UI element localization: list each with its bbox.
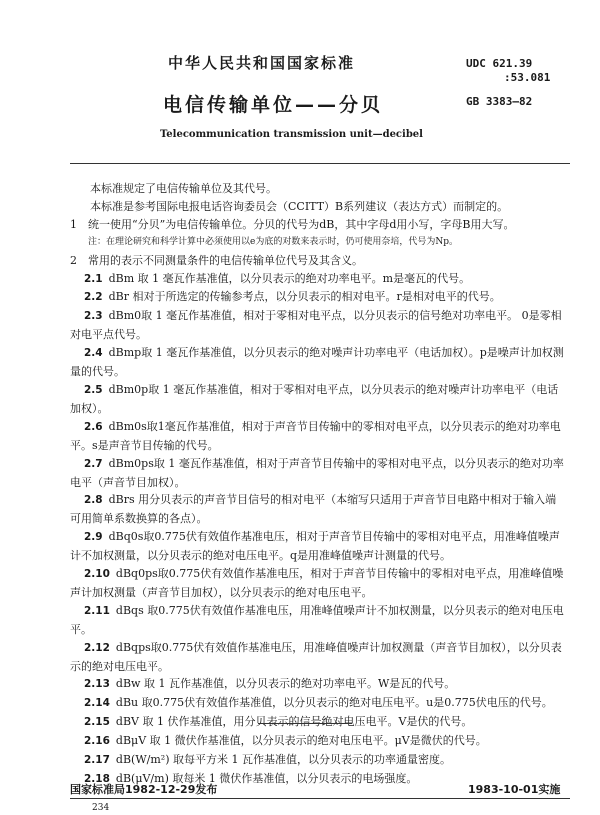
clause-2: 2 常用的表示不同测量条件的电信传输单位代号及其含义。 — [70, 253, 363, 267]
standard-name: 中华人民共和国国家标准 — [168, 54, 356, 72]
udc-code — [466, 57, 550, 85]
definition-item — [70, 639, 564, 676]
item-number: 2.7 — [84, 457, 103, 470]
definition-item — [70, 307, 564, 344]
item-number: 2.18 — [84, 773, 110, 785]
definition-item — [70, 344, 564, 381]
definition-item — [70, 288, 564, 307]
page-number: 234 — [92, 803, 110, 813]
intro-paragraph: 本标准是参考国际电报电话咨询委员会（CCITT）B系列建议（表达方式）而制定的。 — [90, 199, 509, 213]
item-text: dBm0ps取 1 毫瓦作基准值，相对于声音节目传输中的零相对电平点，以分贝表示的绝对功率电平（声音节目加权）。 — [70, 456, 564, 489]
definition-item — [70, 455, 564, 492]
item-text: dB(W/m²) 取每平方米 1 瓦作基准值，以分贝表示的功率通量密度。 — [115, 753, 451, 767]
definition-item — [70, 694, 564, 713]
item-number: 2.13 — [84, 678, 110, 691]
item-text: dBm0s取1毫瓦作基准值，相对于声音节目传输中的零相对电平点，以分贝表示的绝对功率电平。s是声音节目传输的代号。 — [70, 419, 561, 452]
item-text: dBμV 取 1 微伏作基准值，以分贝表示的绝对电压电平。μV是微伏的代号。 — [115, 734, 487, 748]
definition-item — [70, 565, 564, 602]
item-text: dBqps取0.775伏有效值作基准电压，用准峰值噪声计加权测量（声音节目加权），以分贝表示的绝对电压电平。 — [70, 640, 562, 673]
item-number: 2.14 — [84, 697, 110, 710]
definition-item — [70, 675, 564, 694]
document-title: 电信传输单位——分贝 — [163, 94, 384, 116]
definition-item — [70, 491, 564, 528]
item-number: 2.6 — [84, 420, 103, 433]
item-number: 2.2 — [84, 291, 103, 304]
item-number: 2.5 — [84, 383, 103, 396]
item-text: dBrs 用分贝表示的声音节目信号的相对电平（本缩写只适用于声音节目电路中相对于输入端可用简单系数换算的各点）。 — [70, 493, 557, 526]
item-number: 2.17 — [84, 754, 110, 767]
header-divider — [70, 163, 570, 164]
definition-item — [70, 751, 564, 770]
item-number: 2.3 — [84, 310, 103, 323]
item-text: dBmp取 1 毫瓦作基准值，以分贝表示的绝对噪声计功率电平（电话加权）。p是噪声计加权测量的代号。 — [70, 346, 564, 379]
gb-code: GB 3383—82 — [466, 95, 533, 108]
effective-date: 1983-10-01实施 — [468, 783, 561, 796]
definition-item — [70, 418, 564, 455]
item-text: dBqs 取0.775伏有效值作基准电压，用准峰值噪声计不加权测量，以分贝表示的绝对电压电平。 — [70, 603, 564, 636]
item-text: dBm0p取 1 毫瓦作基准值，相对于零相对电平点，以分贝表示的绝对噪声计功率电平（电话加权）。 — [70, 382, 559, 415]
end-divider — [258, 723, 352, 724]
document-title-english: Telecommunication transmission unit—decibel — [160, 129, 423, 140]
item-text: dBq0s取0.775伏有效值作基准电压，相对于声音节目传输中的零相对电平点，用准峰值噪声计不加权测量，以分贝表示的绝对电压电平。q是用准峰值噪声计测量的代号。 — [70, 530, 560, 563]
definition-item — [70, 381, 564, 418]
item-number: 2.15 — [84, 716, 110, 729]
item-text: dBr 相对于所选定的传输参考点，以分贝表示的相对电平。r是相对电平的代号。 — [108, 290, 501, 304]
item-number: 2.4 — [84, 347, 103, 360]
definition-item — [70, 528, 564, 565]
udc-line-2: :53.081 — [504, 71, 551, 84]
footer-divider — [70, 798, 570, 799]
intro-paragraph: 本标准规定了电信传输单位及其代号。 — [90, 182, 277, 195]
item-number: 2.9 — [84, 531, 103, 544]
definition-item — [70, 602, 564, 639]
definition-item — [70, 732, 564, 751]
item-number: 2.12 — [84, 641, 110, 654]
item-text: dBV 取 1 伏作基准值，用分贝表示的信号绝对电压电平。V是伏的代号。 — [115, 715, 473, 729]
definition-item — [70, 270, 564, 289]
item-text: dBu 取0.775伏有效值作基准值，以分贝表示的绝对电压电平。u是0.775伏电压的代号。 — [115, 696, 553, 710]
item-text: dBw 取 1 瓦作基准值，以分贝表示的绝对功率电平。W是瓦的代号。 — [115, 677, 456, 691]
definition-list — [70, 270, 564, 789]
item-number: 2.1 — [84, 272, 103, 285]
item-number: 2.10 — [84, 568, 110, 581]
item-number: 2.16 — [84, 735, 110, 748]
note: 注：在理论研究和科学计算中必须使用以e为底的对数来表示时，仍可使用奈培，代号为Np。 — [88, 236, 458, 247]
item-number: 2.11 — [84, 604, 110, 617]
item-text: dBm0取 1 毫瓦作基准值，相对于零相对电平点，以分贝表示的信号绝对功率电平。 0是零相对电平点代号。 — [70, 309, 562, 342]
issue-date: 国家标准局1982-12-29发布 — [70, 783, 218, 796]
item-text: dBm 取 1 毫瓦作基准值，以分贝表示的绝对功率电平。m是毫瓦的代号。 — [108, 271, 471, 285]
udc-line-1: UDC 621.39 — [466, 57, 533, 70]
item-text: dBq0ps取0.775伏有效值作基准电压，相对于声音节目传输中的零相对电平点，用准峰值噪声计加权测量（声音节目加权），以分贝表示的绝对电压电平。 — [70, 567, 564, 599]
document-body — [70, 180, 564, 789]
item-text: dB(μV/m) 取每米 1 微伏作基准值，以分贝表示的电场强度。 — [115, 772, 418, 785]
clause-1: 1 统一使用“分贝”为电信传输单位。分贝的代号为dB，其中字母d用小写，字母B用大写。 — [70, 217, 515, 231]
item-number: 2.8 — [84, 494, 103, 507]
